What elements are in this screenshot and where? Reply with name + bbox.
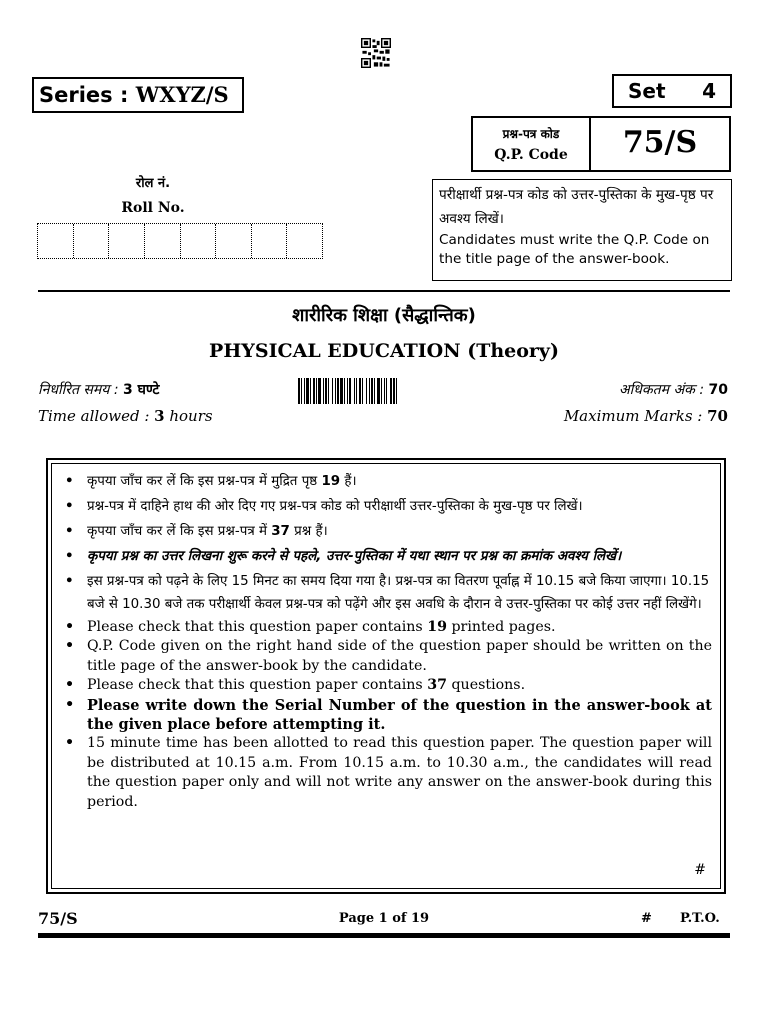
roll-number-cell	[181, 224, 217, 258]
time-allowed-en	[38, 407, 213, 425]
qp-code-label-hi: प्रश्न-पत्र कोड	[502, 127, 560, 141]
roll-number-cell	[216, 224, 252, 258]
instructions-hi-list	[62, 470, 712, 616]
time-allowed-hi-label: निर्धारित समय :	[38, 382, 123, 398]
header-divider	[38, 290, 730, 292]
series-box	[32, 77, 244, 113]
instruction-en: • Please check that this question paper contains 37 questions.	[62, 676, 712, 695]
roll-number-boxes	[37, 223, 323, 259]
instruction-en: • Q.P. Code given on the right hand side of the question paper should be written on the title page of the answer-book by the candidate.	[62, 637, 712, 676]
qp-code-value: 75/S	[622, 125, 698, 160]
instruction-en: • Please write down the Serial Number of the question in the answer-book at the given place before attempting it.	[62, 696, 712, 735]
instruction-en: • 15 minute time has been allotted to read this question paper. The question paper will be distributed at 10.15 a.m. From 10.15 a.m. to 10.30 a.m., the candidates will read the question paper only and will not write any answer on the answer-book during this period.	[62, 734, 712, 812]
time-allowed-hi	[38, 380, 159, 399]
time-allowed-en-value: 3	[154, 407, 165, 425]
footer-divider	[38, 933, 730, 938]
subject-title-en: PHYSICAL EDUCATION (Theory)	[209, 340, 559, 362]
instructions-box	[46, 458, 726, 894]
set-value: 4	[702, 79, 716, 103]
please-turn-over: P.T.O.	[680, 911, 720, 926]
set-box	[612, 74, 732, 108]
instructions-mark: #	[694, 862, 706, 878]
maximum-marks-hi	[619, 380, 728, 399]
instruction-hi: • इस प्रश्न-पत्र को पढ़ने के लिए 15 मिनट का समय दिया गया है। प्रश्न-पत्र का वितरण पूर्वाह्न में 10.15 बजे किया जाएगा। 10.15 बजे से 10.30 बजे तक परीक्षार्थी केवल प्रश्न-पत्र को पढ़ेंगे और इस अवधि के दौरान वे उत्तर-पुस्तिका पर कोई उत्तर नहीं लिखेंगे।	[62, 570, 712, 616]
roll-number-cell	[145, 224, 181, 258]
series-value: WXYZ/S	[135, 82, 229, 107]
set-label: Set	[628, 79, 666, 103]
instruction-hi: • कृपया प्रश्न का उत्तर लिखना शुरू करने से पहले, उत्तर-पुस्तिका में यथा स्थान पर प्रश्न का क्रमांक अवश्य लिखें।	[62, 545, 712, 568]
instruction-hi: • प्रश्न-पत्र में दाहिने हाथ की ओर दिए गए प्रश्न-पत्र कोड को परीक्षार्थी उत्तर-पुस्तिका के मुख-पृष्ठ पर लिखें।	[62, 495, 712, 518]
roll-number-label-en: Roll No.	[121, 200, 185, 216]
maximum-marks-hi-value: 70	[708, 382, 728, 398]
instruction-hi: • कृपया जाँच कर लें कि इस प्रश्न-पत्र में 37 प्रश्न हैं।	[62, 520, 712, 543]
candidate-note-box	[432, 179, 732, 281]
instructions-en-list	[62, 618, 712, 812]
time-allowed-en-label: Time allowed :	[38, 407, 155, 425]
footer-mark: #	[641, 911, 652, 926]
barcode-icon	[298, 378, 470, 404]
roll-number-cell	[109, 224, 145, 258]
roll-number-cell	[38, 224, 74, 258]
maximum-marks-hi-label: अधिकतम अंक :	[618, 382, 709, 398]
time-allowed-en-unit: hours	[164, 407, 213, 425]
time-allowed-hi-value: 3 घण्टे	[123, 382, 160, 398]
qp-code-label	[473, 118, 591, 170]
roll-number-label	[98, 172, 208, 220]
instructions-inner	[51, 463, 721, 889]
maximum-marks-en	[564, 407, 728, 425]
page-number: Page 1 of 19	[338, 911, 430, 926]
roll-number-cell	[252, 224, 288, 258]
footer-qp-code: 75/S	[38, 909, 78, 928]
qp-code-label-en: Q.P. Code	[494, 147, 568, 163]
instruction-en: • Please check that this question paper contains 19 printed pages.	[62, 618, 712, 637]
instruction-hi: • कृपया जाँच कर लें कि इस प्रश्न-पत्र में मुद्रित पृष्ठ 19 हैं।	[62, 470, 712, 493]
maximum-marks-en-label: Maximum Marks :	[563, 407, 708, 425]
candidate-note-hi: परीक्षार्थी प्रश्न-पत्र कोड को उत्तर-पुस्तिका के मुख-पृष्ठ पर अवश्य लिखें।	[439, 187, 714, 227]
series-label: Series :	[39, 83, 136, 107]
qr-code-icon	[361, 38, 391, 68]
qp-code-box	[471, 116, 731, 172]
roll-number-label-hi: रोल नं.	[135, 176, 171, 191]
roll-number-cell	[74, 224, 110, 258]
candidate-note-en: Candidates must write the Q.P. Code on the title page of the answer-book.	[439, 232, 710, 267]
roll-number-cell	[287, 224, 322, 258]
maximum-marks-en-value: 70	[707, 407, 728, 425]
subject-title-hi: शारीरिक शिक्षा (सैद्धान्तिक)	[292, 305, 476, 326]
